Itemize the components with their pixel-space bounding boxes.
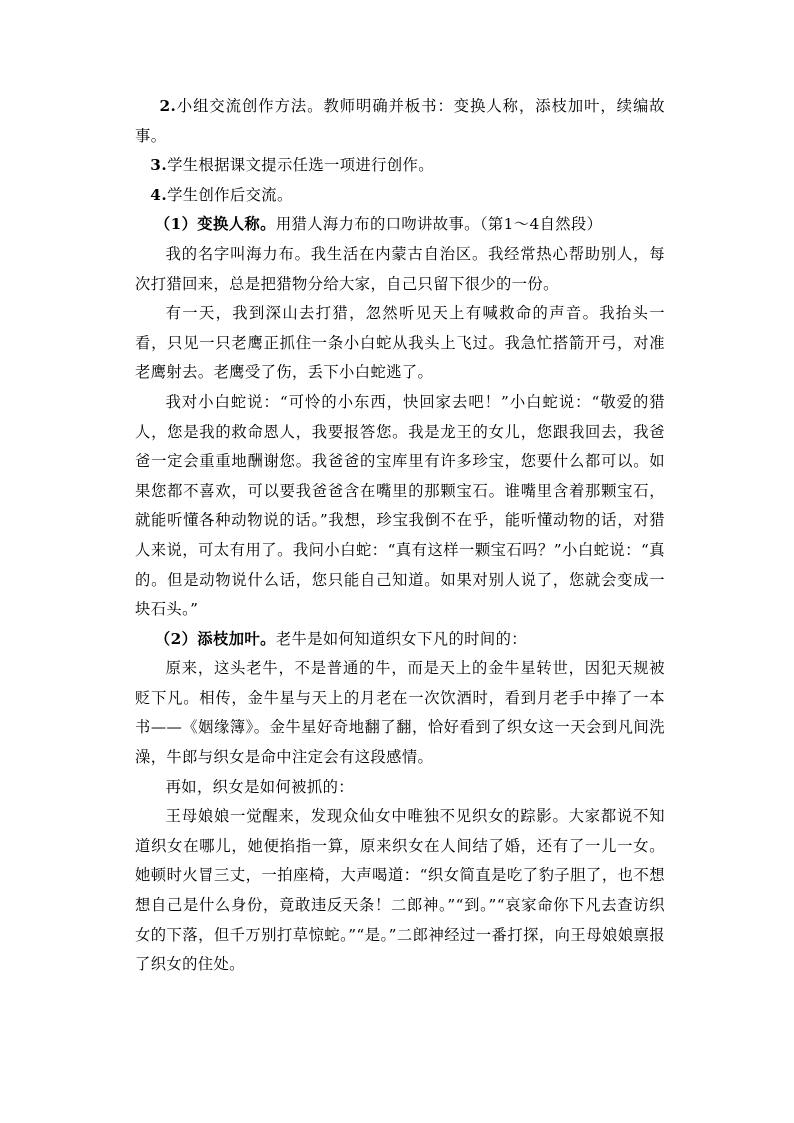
section-1-heading bbox=[135, 210, 665, 240]
section-1-paragraph-3: 我对小白蛇说：“可怜的小东西，快回家去吧！”小白蛇说：“敬爱的猎人，您是我的救命恩人，我要报答您。我是龙王的女儿，您跟我回去，我爸爸一定会重重地酬谢您。我爸爸的宝库里有许多珍宝，您要什么都可以。如果您都不喜欢，可以要我爸爸含在嘴里的那颗宝石。谁嘴里含着那颗宝石，就能听懂各种动物说的话。”我想，珍宝我倒不在乎，能听懂动物的话，对猎人来说，可太有用了。我问小白蛇：“真有这样一颗宝石吗？”小白蛇说：“真的。但是动物说什么话，您只能自己知道。如果对别人说了，您就会变成一块石头。” bbox=[135, 392, 665, 619]
step-4-number: 4. bbox=[150, 185, 168, 204]
step-3-number: 3. bbox=[150, 156, 168, 175]
section-2-paragraph-3: 王母娘娘一觉醒来，发现众仙女中唯独不见织女的踪影。大家都说不知道织女在哪儿，她便掐指一算，原来织女在人间结了婚，还有了一儿一女。她顿时火冒三丈，一拍座椅，大声喝道：“织女简直是吃了豹子胆了，也不想想自己是什么身份，竟敢违反天条！二郎神。”“到。”“哀家命你下凡去查访织女的下落，但千万别打草惊蛇。”“是。”二郎神经过一番打探，向王母娘娘禀报了织女的住处。 bbox=[135, 807, 665, 974]
step-4-paragraph bbox=[135, 181, 665, 211]
step-3-text: 学生根据课文提示任选一项进行创作。 bbox=[167, 156, 434, 175]
step-2-text: 小组交流创作方法。教师明确并板书：变换人称，添枝加叶，续编故事。 bbox=[135, 97, 665, 145]
section-2-paragraph-2: 再如，织女是如何被抓的： bbox=[165, 777, 354, 796]
section-2-paragraph-1: 原来，这头老牛，不是普通的牛，而是天上的金牛星转世，因犯天规被贬下凡。相传，金牛星与天上的月老在一次饮酒时，看到月老手中捧了一本书——《姻缘簿》。金牛星好奇地翻了翻，恰好看到了织女这一天会到凡间洗澡，牛郎与织女是命中注定会有这段感情。 bbox=[135, 659, 665, 767]
section-1-paragraph-2: 有一天，我到深山去打猎，忽然听见天上有喊救命的声音。我抬头一看，只见一只老鹰正抓住一条小白蛇从我头上飞过。我急忙搭箭开弓，对准老鹰射去。老鹰受了伤，丢下小白蛇逃了。 bbox=[135, 304, 665, 382]
step-2-paragraph bbox=[135, 92, 665, 151]
section-1-intro: 用猎人海力布的口吻讲故事。（第1～4自然段） bbox=[275, 215, 603, 234]
section-2-intro: 老牛是如何知道织女下凡的时间的： bbox=[275, 629, 527, 648]
step-3-paragraph bbox=[135, 151, 665, 181]
section-2-heading bbox=[135, 625, 665, 655]
document-page bbox=[135, 92, 665, 980]
step-2-number: 2. bbox=[159, 97, 177, 115]
section-1-paragraph-1: 我的名字叫海力布。我生活在内蒙古自治区。我经常热心帮助别人，每次打猎回来，总是把猎物分给大家，自己只留下很少的一份。 bbox=[135, 244, 665, 293]
section-2-label: （2）添枝加叶。 bbox=[154, 629, 276, 648]
step-4-text: 学生创作后交流。 bbox=[167, 185, 293, 204]
section-1-label: （1）变换人称。 bbox=[154, 215, 276, 234]
